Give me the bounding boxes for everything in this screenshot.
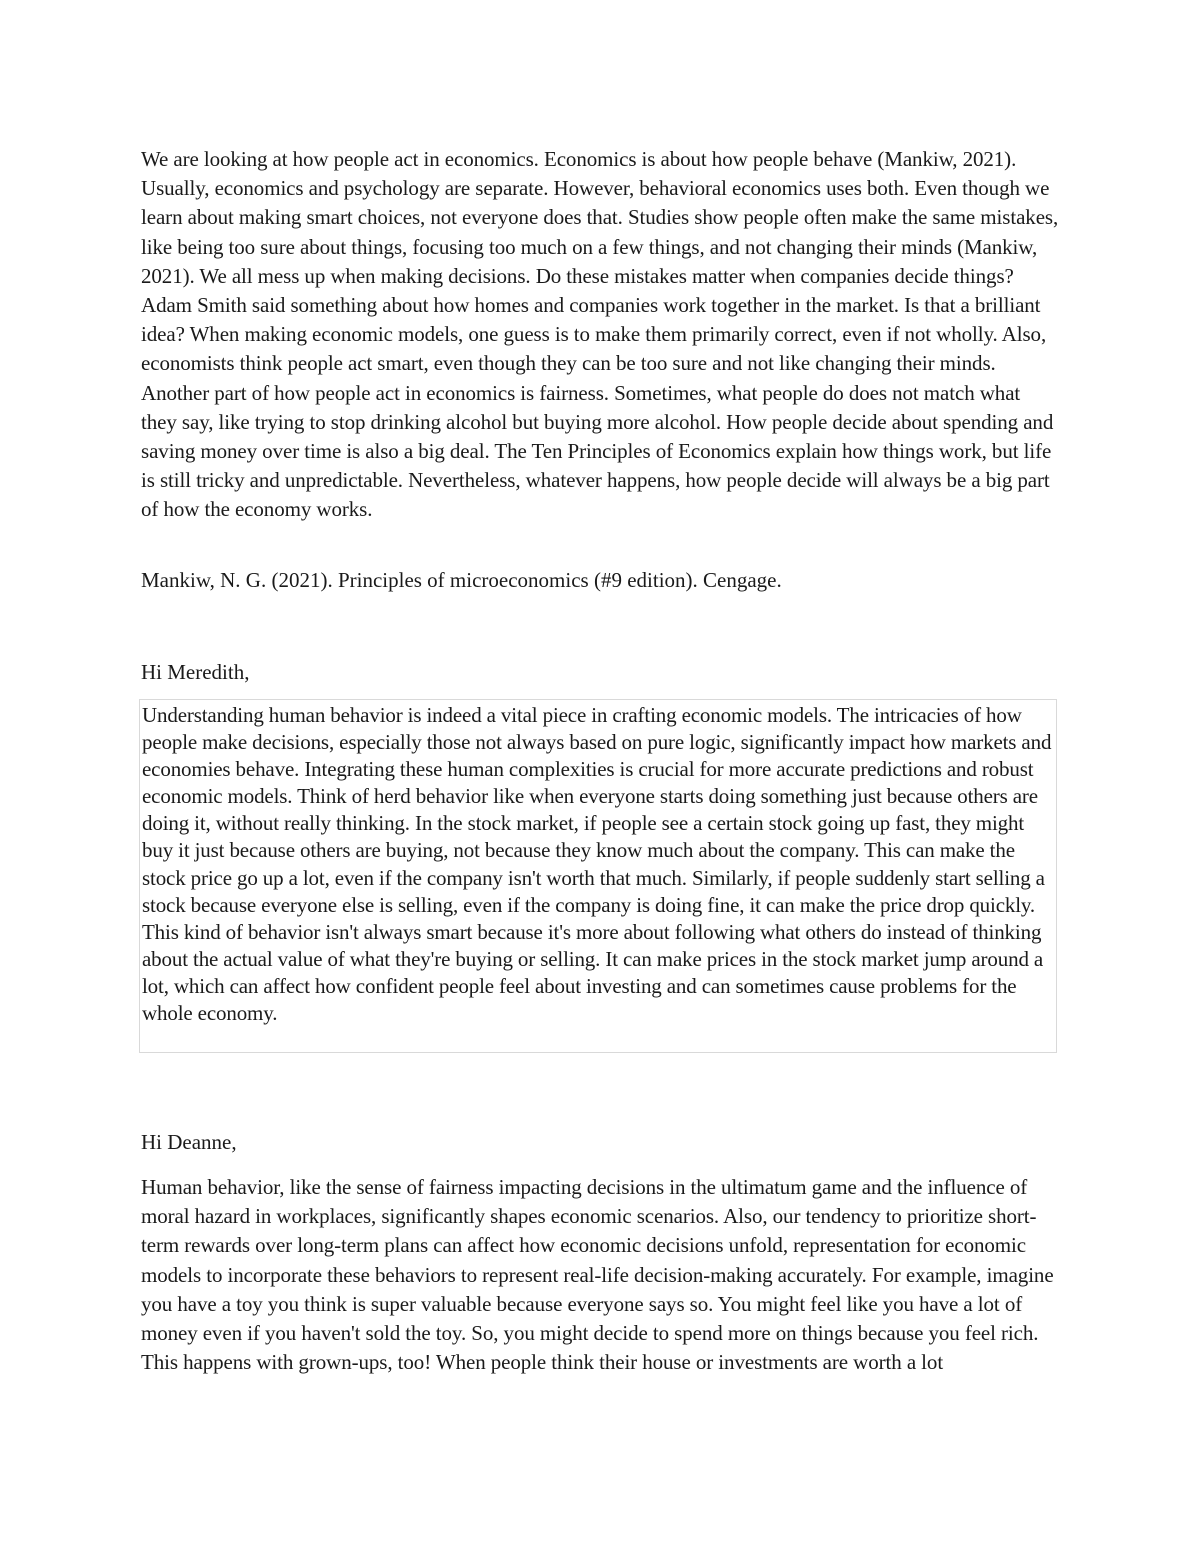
reply-greeting-deanne: Hi Deanne, [141, 1130, 237, 1154]
reference-citation: Mankiw, N. G. (2021). Principles of microeconomics (#9 edition). Cengage. [141, 568, 782, 592]
reply-body-meredith: Understanding human behavior is indeed a vital piece in crafting economic models. The intricacies of how people make decisions, especially those not always based on pure logic, significantly impact how markets and economies behave. Integrating these human complexities is crucial for more accurate predictions and robust economic models. Think of herd behavior like when everyone starts doing something just because others are doing it, without really thinking. In the stock market, if people see a certain stock going up fast, they might buy it just because others are buying, not because they know much about the company. This can make the stock price go up a lot, even if the company isn't worth that much. Similarly, if people suddenly start selling a stock because everyone else is selling, even if the company is doing fine, it can make the price drop quickly. This kind of behavior isn't always smart because it's more about following what others do instead of thinking about the actual value of what they're buying or selling. It can make prices in the stock market jump around a lot, which can affect how confident people feel about investing and can sometimes cause problems for the whole economy. [142, 703, 1052, 1026]
main-paragraph: We are looking at how people act in economics. Economics is about how people behave (Mankiw, 2021). Usually, economics and psychology are separate. However, behavioral economics uses both. Even though we learn about making smart choices, not everyone does that. Studies show people often make the same mistakes, like being too sure about things, focusing too much on a few things, and not changing their minds (Mankiw, 2021). We all mess up when making decisions. Do these mistakes matter when companies decide things? Adam Smith said something about how homes and companies work together in the market. Is that a brilliant idea? When making economic models, one guess is to make them primarily correct, even if not wholly. Also, economists think people act smart, even though they can be too sure and not like changing their minds. Another part of how people act in economics is fairness. Sometimes, what people do does not match what they say, like trying to stop drinking alcohol but buying more alcohol. How people decide about spending and saving money over time is also a big deal. The Ten Principles of Economics explain how things work, but life is still tricky and unpredictable. Nevertheless, whatever happens, how people decide will always be a big part of how the economy works. [141, 147, 1059, 522]
reply-body-deanne: Human behavior, like the sense of fairness impacting decisions in the ultimatum game and the influence of moral hazard in workplaces, significantly shapes economic scenarios. Also, our tendency to prioritize short-term rewards over long-term plans can affect how economic decisions unfold, representation for economic models to incorporate these behaviors to represent real-life decision-making accurately. For example, imagine you have a toy you think is super valuable because everyone says so. You might feel like you have a lot of money even if you haven't sold the toy. So, you might decide to spend more on things because you feel rich. This happens with grown-ups, too! When people think their house or investments are worth a lot [141, 1175, 1054, 1375]
document-page [141, 145, 1061, 1375]
reply-section-deanne [141, 1173, 1061, 1377]
reply-textbox-meredith[interactable] [139, 699, 1057, 1053]
reply-greeting-meredith: Hi Meredith, [141, 660, 250, 684]
